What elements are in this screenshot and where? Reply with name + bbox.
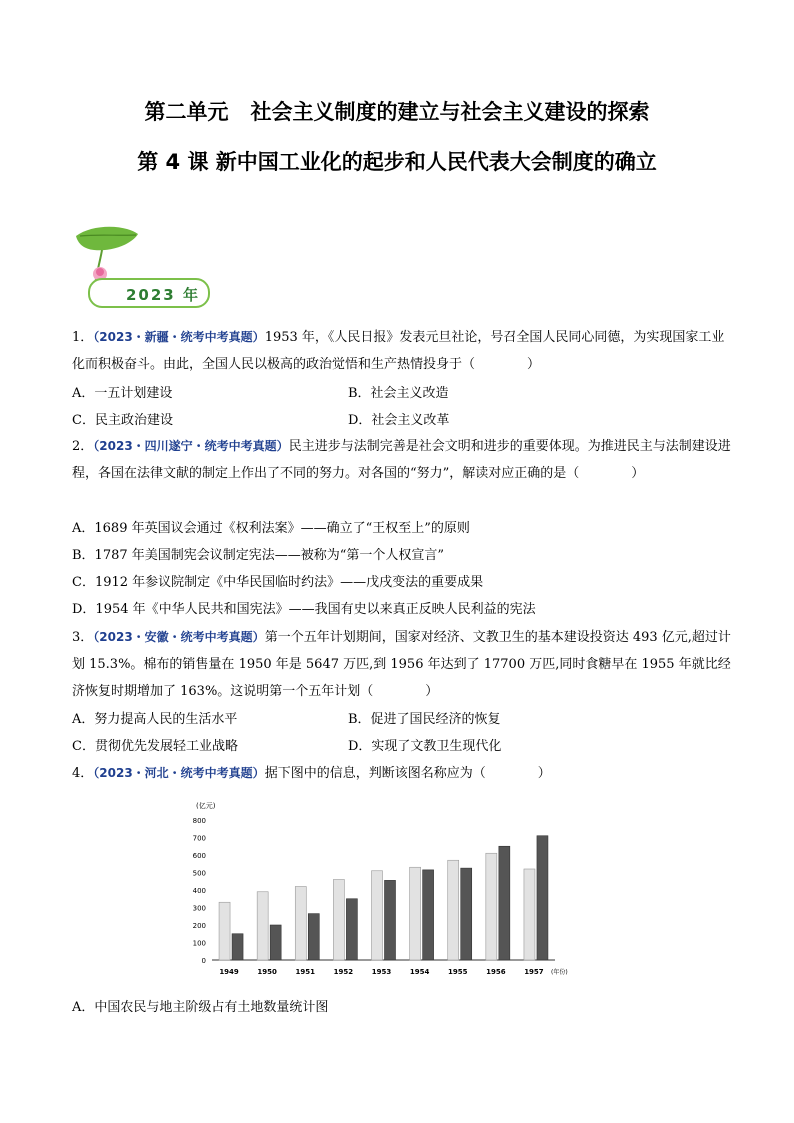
unit-title [0,96,794,126]
question-3-stem [72,624,732,705]
y-tick-label: 700 [192,834,206,843]
bar-1949-series-1 [219,902,230,960]
question-source: （2023・河北・统考中考真题） [93,766,265,780]
option-c[interactable]: C．贯彻优先发展轻工业战略 [72,739,238,754]
bar-1956-series-1 [486,853,497,960]
lesson-title: 第 4 课 新中国工业化的起步和人民代表大会制度的确立 [137,150,657,174]
bar-1950-series-1 [257,892,268,960]
question-number: 2． [72,439,94,454]
question-text: 据下图中的信息，判断该图名称应为（ ） [264,766,551,781]
y-tick-label: 200 [192,922,206,930]
question-4-stem [72,760,732,787]
y-tick-label: 300 [192,904,206,913]
x-tick-label: 1949 [219,968,239,976]
y-tick-label: 600 [192,852,206,860]
bar-1954-series-2 [423,870,434,960]
year-section-badge [72,222,212,308]
y-tick-label: 400 [192,887,206,895]
y-tick-label: 100 [192,939,206,948]
x-tick-label: 1951 [295,968,316,976]
investment-bar-chart [180,800,590,980]
bar-1954-series-1 [410,867,421,960]
x-tick-label: 1957 [524,968,544,976]
option-d[interactable]: D．1954 年《中华人民共和国宪法》——我国有史以来真正反映人民利益的宪法 [72,602,536,617]
y-tick-label: 500 [192,869,206,878]
option-a[interactable]: A．努力提高人民的生活水平 [72,712,238,727]
bar-1951-series-1 [295,887,306,961]
x-tick-label: 1952 [333,968,354,976]
y-axis-label: (亿元) [196,802,216,810]
option-b[interactable]: B．促进了国民经济的恢复 [348,712,501,727]
x-tick-label: 1953 [371,968,392,976]
question-text: 1953 年，《人民日报》发表元旦社论，号召全国人民同心同德，为实现国家工业化而积极奋斗。由此，全国人民以极高的政治觉悟和生产热情投身于（ ） [72,330,725,372]
bar-1953-series-1 [372,871,383,960]
x-tick-label: 1954 [409,968,430,976]
unit-number: 第二单元 [144,100,229,124]
question-number: 4． [72,766,94,781]
question-source: （2023・四川遂宁・统考中考真题） [93,439,289,453]
y-tick-label: 0 [201,957,206,965]
option-a[interactable]: A．一五计划建设 [72,386,173,401]
option-c[interactable]: C．民主政治建设 [72,413,173,428]
option-c[interactable]: C．1912 年参议院制定《中华民国临时约法》——戊戌变法的重要成果 [72,575,484,590]
question-number: 1． [72,330,94,345]
chart-svg [180,800,590,980]
option-b[interactable]: B．社会主义改造 [348,386,449,401]
bar-1956-series-2 [499,846,510,960]
bar-1950-series-2 [270,925,281,960]
option-d[interactable]: D．实现了文教卫生现代化 [348,739,502,754]
question-1-stem [72,324,732,378]
year-label: 2023 年 [126,286,200,304]
question-2-stem [72,433,732,487]
bar-1957-series-1 [524,869,535,960]
question-text: 第一个五年计划期间，国家对经济、文教卫生的基本建设投资达 493 亿元,超过计划 15.3%。棉布的销售量在 1950 年是 5647 万匹,到 1956 年达到了 17700 万匹,同时食糖早在 1955 年就比经济恢复时期增加了 163%。这说明第一个五年计划（ ） [72,630,731,699]
x-axis-label: (年份) [551,969,568,976]
question-source: （2023・安徽・统考中考真题） [93,630,265,644]
question-text: 民主进步与法制完善是社会文明和进步的重要体现。为推进民主与法制建设进程，各国在法律文献的制定上作出了不同的努力。对各国的“努力”，解读对应正确的是（ ） [72,439,731,481]
bar-1952-series-2 [346,899,357,960]
bar-1955-series-1 [448,860,459,960]
question-number: 3． [72,630,94,645]
option-a[interactable]: A．中国农民与地主阶级占有土地数量统计图 [72,1000,329,1015]
year-pill [88,278,210,308]
bar-1957-series-2 [537,836,548,960]
bar-1949-series-2 [232,934,243,960]
option-a[interactable]: A．1689 年英国议会通过《权利法案》——确立了“王权至上”的原则 [72,521,470,536]
bar-1952-series-1 [333,880,344,961]
option-d[interactable]: D．社会主义改革 [348,413,450,428]
question-source: （2023・新疆・统考中考真题） [93,330,265,344]
x-tick-label: 1955 [447,968,468,976]
unit-name: 社会主义制度的建立与社会主义建设的探索 [250,100,650,124]
x-tick-label: 1950 [257,968,277,976]
y-tick-label: 800 [192,817,206,825]
x-tick-label: 1956 [486,968,506,976]
bar-1953-series-2 [385,880,396,960]
option-b[interactable]: B．1787 年美国制宪会议制定宪法——被称为“第一个人权宣言” [72,548,445,563]
bar-1955-series-2 [461,868,472,960]
bar-1951-series-2 [308,914,319,960]
